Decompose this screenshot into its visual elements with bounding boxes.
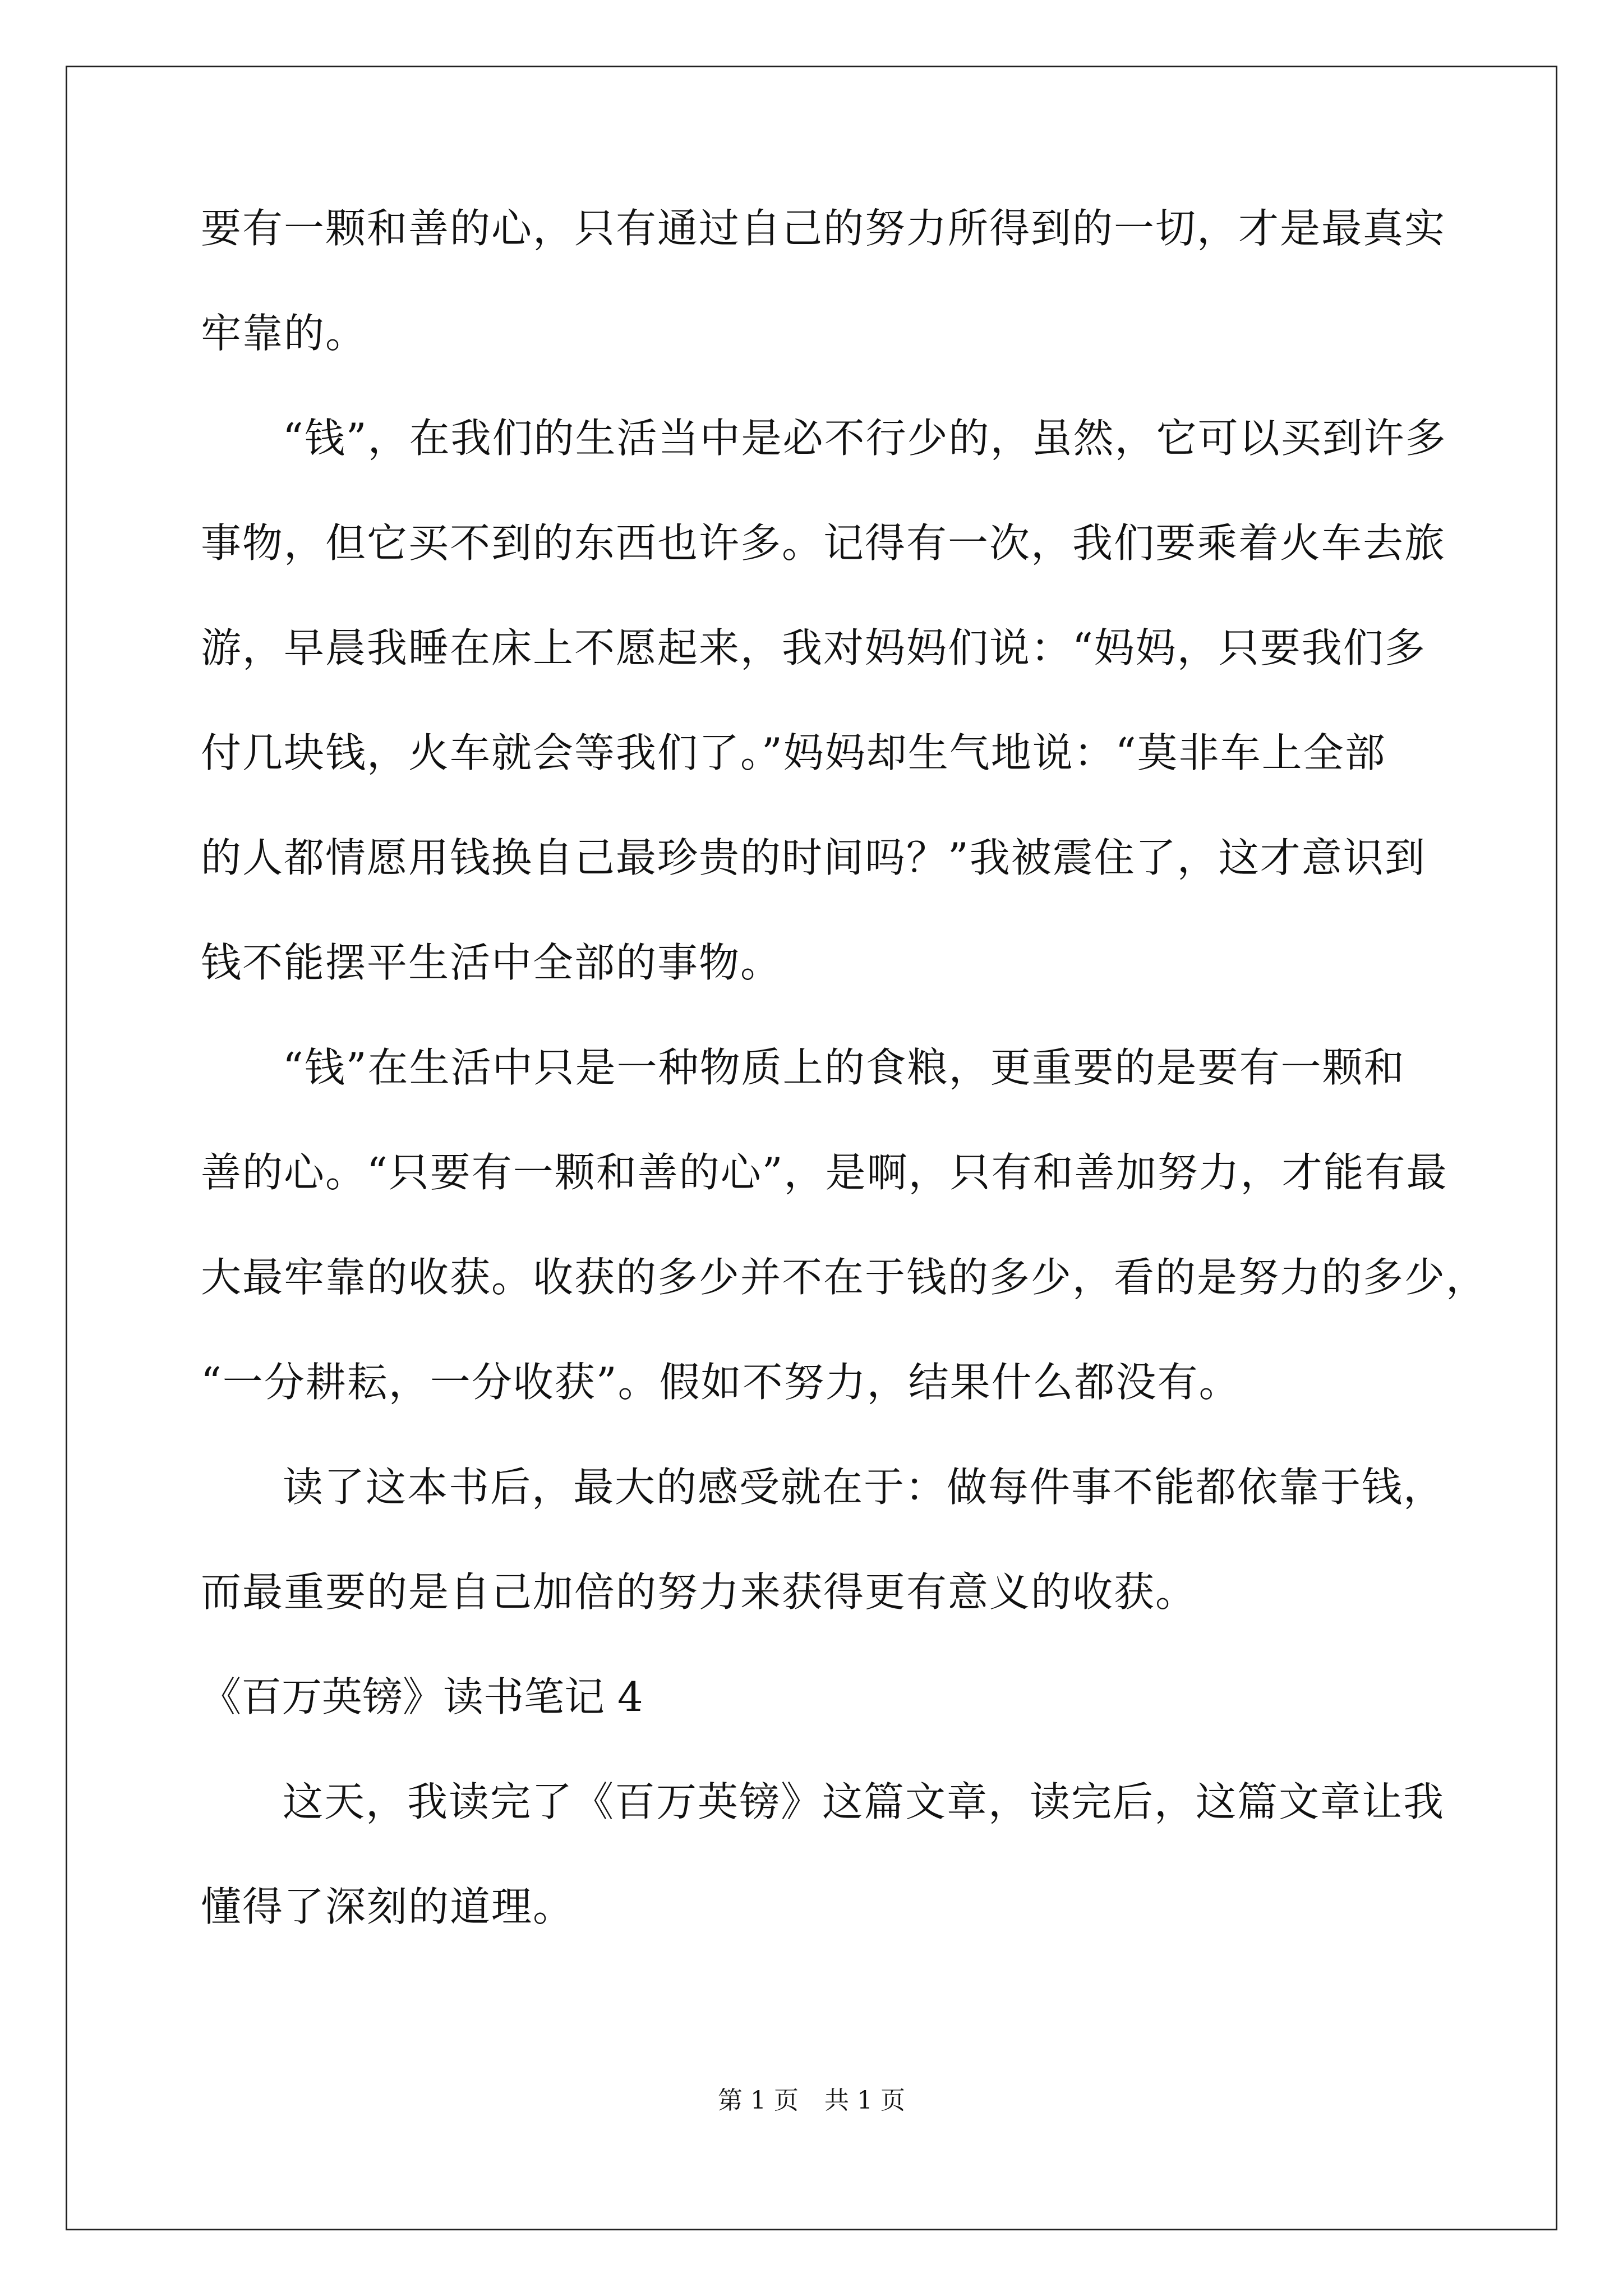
page-number-current: 第 1 页 (718, 2086, 799, 2115)
text-line: 而最重要的是自己加倍的努力来获得更有意义的收获。 (201, 1568, 1197, 1616)
text-line: “钱”，在我们的生活当中是必不行少的，虽然，它可以买到许多 (283, 415, 1447, 462)
page-footer (0, 2084, 1623, 2118)
document-body (201, 202, 1488, 1985)
text-line: 的人都情愿用钱换自己最珍贵的时间吗？”我被震住了，这才意识到 (201, 834, 1426, 881)
text-line: 懂得了深刻的道理。 (201, 1883, 575, 1930)
text-line: 牢靠的。 (201, 310, 367, 357)
text-line: 游，早晨我睡在床上不愿起来，我对妈妈们说：“妈妈，只要我们多 (201, 624, 1426, 671)
page-number-total: 共 1 页 (824, 2086, 905, 2115)
text-line: 这天，我读完了《百万英镑》这篇文章，读完后，这篇文章让我 (283, 1778, 1445, 1825)
text-line: “一分耕耘，一分收获”。假如不努力，结果什么都没有。 (201, 1359, 1241, 1406)
section-heading: 《百万英镑》读书笔记 4 (201, 1673, 643, 1720)
text-line: 读了这本书后，最大的感受就在于：做每件事不能都依靠于钱， (283, 1464, 1445, 1511)
text-line: 钱不能摆平生活中全部的事物。 (201, 939, 782, 986)
text-line: 要有一颗和善的心，只有通过自己的努力所得到的一切，才是最真实 (201, 205, 1446, 252)
text-line: 付几块钱，火车就会等我们了。”妈妈却生气地说：“莫非车上全部 (201, 729, 1386, 776)
text-line: 大最牢靠的收获。收获的多少并不在于钱的多少，看的是努力的多少， (201, 1254, 1488, 1301)
text-line: 善的心。“只要有一颗和善的心”，是啊，只有和善加努力，才能有最 (201, 1149, 1448, 1196)
text-line: “钱”在生活中只是一种物质上的食粮，更重要的是要有一颗和 (283, 1044, 1405, 1091)
text-line: 事物，但它买不到的东西也许多。记得有一次，我们要乘着火车去旅 (201, 519, 1446, 567)
